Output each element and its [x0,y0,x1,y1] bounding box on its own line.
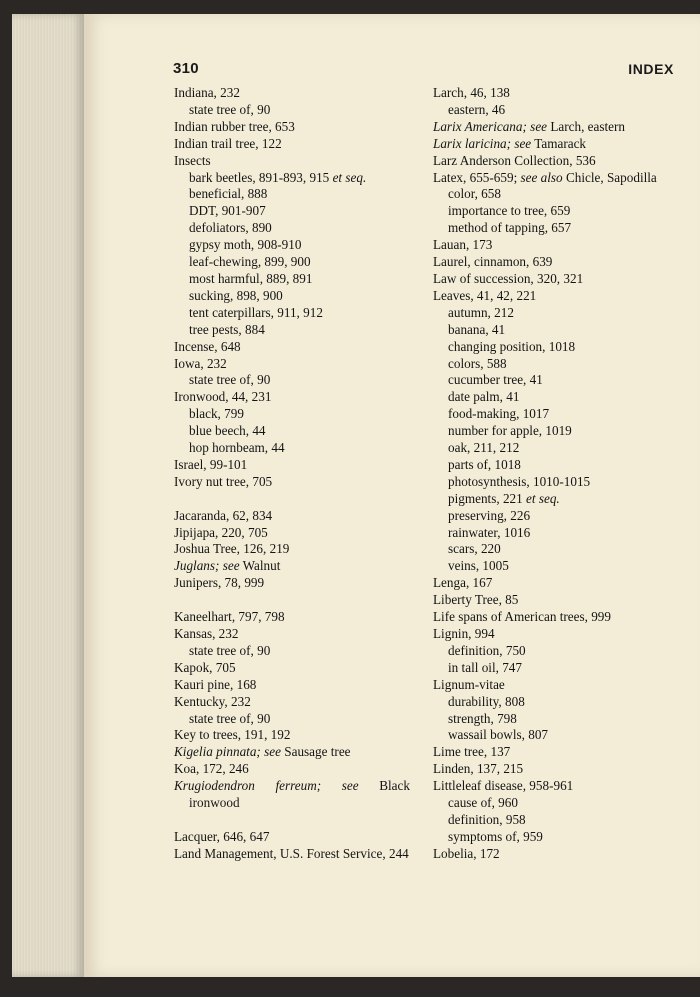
index-entry [433,677,675,694]
index-subentry [433,356,675,373]
index-subentry [433,491,675,508]
entry-text: durability, 808 [448,693,525,709]
index-entry [174,389,410,406]
index-subentry [433,322,675,339]
index-subentry [433,474,675,491]
entry-text: Land Management, U.S. Forest Service, 244 [174,845,409,861]
entry-text: Lauan, 173 [433,237,493,253]
index-subentry [174,643,410,660]
italic-text: Larix Americana; see [433,118,548,134]
index-subentry [433,829,675,846]
entry-text: Liberty Tree, 85 [433,592,519,608]
index-subentry [433,203,675,220]
entry-text: Latex, 655-659; [433,169,521,185]
entry-text: Kaneelhart, 797, 798 [174,609,285,625]
index-entry [174,677,410,694]
index-entry [433,136,675,153]
entry-text: defoliators, 890 [189,220,272,236]
entry-text: Jacaranda, 62, 834 [174,507,273,523]
index-entry [174,846,410,863]
italic-text: et seq. [332,169,367,185]
index-subentry [433,102,675,119]
entry-text: Indian rubber tree, 653 [174,118,295,134]
italic-text: see also [520,169,563,185]
index-subentry [174,254,410,271]
entry-text: Joshua Tree, 126, 219 [174,541,290,557]
index-entry [174,356,410,373]
index-entry [174,660,410,677]
entry-text: Junipers, 78, 999 [174,575,265,591]
entry-text: oak, 211, 212 [448,440,520,456]
index-entry [433,609,675,626]
entry-text: colors, 588 [448,355,507,371]
index-subentry [433,372,675,389]
index-entry [174,119,410,136]
entry-text: tree pests, 884 [189,321,265,337]
entry-text: gypsy moth, 908-910 [189,237,302,253]
entry-text: leaf-chewing, 899, 900 [189,254,311,270]
index-subentry [174,305,410,322]
entry-text: Ivory nut tree, 705 [174,473,273,489]
index-entry [174,727,410,744]
entry-text: Larch, 46, 138 [433,85,510,100]
index-entry [174,778,410,812]
index-entry [174,136,410,153]
index-entry [174,575,410,592]
index-subentry [174,237,410,254]
entry-text: Kentucky, 232 [174,693,251,709]
index-entry [433,761,675,778]
index-subentry [433,389,675,406]
index-subentry [433,508,675,525]
entry-text: parts of, 1018 [448,456,521,472]
index-subentry [433,220,675,237]
entry-text: Incense, 648 [174,338,241,354]
index-entry [433,744,675,761]
index-entry [433,575,675,592]
entry-text: autumn, 212 [448,304,514,320]
index-subentry [174,423,410,440]
entry-text: Sausage tree [280,744,351,760]
index-subentry [433,339,675,356]
index-subentry [433,727,675,744]
italic-text: Kigelia pinnata; see [174,744,281,760]
entry-text: scars, 220 [448,541,501,557]
index-entry [174,153,410,170]
index-subentry [174,220,410,237]
index-entry [433,85,675,102]
italic-text: Krugiodendron ferreum; see [174,778,359,794]
entry-text: changing position, 1018 [448,338,576,354]
entry-text: Lacquer, 646, 647 [174,828,270,844]
entry-text: Indiana, 232 [174,85,240,100]
entry-text: Lignin, 994 [433,626,495,641]
index-subentry [433,440,675,457]
index-entry [174,829,410,846]
index-entry [433,170,675,187]
entry-text: eastern, 46 [448,101,506,117]
running-header: INDEX [628,61,674,77]
index-entry [433,119,675,136]
entry-text: Lobelia, 172 [433,845,500,861]
index-subentry [174,440,410,457]
index-entry [174,85,410,102]
entry-text: Larz Anderson Collection, 536 [433,152,596,168]
entry-text: Kapok, 705 [174,659,236,675]
entry-text: definition, 750 [448,642,526,658]
entry-text: definition, 958 [448,811,526,827]
index-subentry [174,170,410,187]
entry-text: state tree of, 90 [189,372,271,388]
index-subentry [174,288,410,305]
entry-text: beneficial, 888 [189,186,268,202]
entry-text: Larch, eastern [547,118,626,134]
page-number: 310 [173,60,199,77]
page-edges [12,14,84,977]
entry-text: Israel, 99-101 [174,456,248,472]
entry-text: Walnut [239,558,281,574]
index-subentry [433,541,675,558]
index-entry [433,626,675,643]
entry-text: color, 658 [448,186,501,202]
entry-text: state tree of, 90 [189,710,271,726]
entry-text: Koa, 172, 246 [174,761,249,777]
index-subentry [433,795,675,812]
index-subentry [174,271,410,288]
entry-text: veins, 1005 [448,558,509,574]
index-entry [433,254,675,271]
entry-text: Tamarack [531,135,587,151]
entry-text: Black ironwood [189,778,410,811]
index-subentry [433,406,675,423]
entry-text: cause of, 960 [448,795,518,811]
index-subentry [174,372,410,389]
index-subentry [433,186,675,203]
index-subentry [433,305,675,322]
entry-text: Ironwood, 44, 231 [174,389,272,405]
index-entry [174,508,410,525]
index-entry [433,237,675,254]
entry-text: Indian trail tree, 122 [174,135,282,151]
index-subentry [433,711,675,728]
entry-text: black, 799 [189,406,244,422]
index-subentry [433,423,675,440]
entry-text: Littleleaf disease, 958-961 [433,778,574,794]
entry-text: Kansas, 232 [174,625,239,641]
index-subentry [174,406,410,423]
entry-text: blue beech, 44 [189,423,266,439]
index-entry [174,457,410,474]
entry-text: tent caterpillars, 911, 912 [189,304,323,320]
index-entry [174,525,410,542]
entry-text: Life spans of American trees, 999 [433,609,611,625]
index-entry [433,778,675,795]
entry-text: photosynthesis, 1010-1015 [448,473,591,489]
entry-text: Lenga, 167 [433,575,493,591]
index-subentry [174,711,410,728]
index-entry [174,609,410,626]
index-entry [433,592,675,609]
entry-text: Chicle, Sapodilla [562,169,657,185]
index-entry [433,153,675,170]
index-entry [433,271,675,288]
entry-text: Iowa, 232 [174,355,227,371]
entry-text: Lime tree, 137 [433,744,511,760]
entry-text: importance to tree, 659 [448,203,571,219]
entry-text: Linden, 137, 215 [433,761,524,777]
entry-text: banana, 41 [448,321,506,337]
index-column-left [174,85,410,863]
entry-text: preserving, 226 [448,507,531,523]
index-subentry [174,102,410,119]
index-subentry [174,203,410,220]
entry-text: DDT, 901-907 [189,203,266,219]
entry-text: most harmful, 889, 891 [189,270,313,286]
entry-text: bark beetles, 891-893, 915 [189,169,333,185]
index-entry [174,558,410,575]
italic-text: Juglans; see [174,558,240,574]
entry-text: state tree of, 90 [189,101,271,117]
entry-text: method of tapping, 657 [448,220,572,236]
index-subentry [433,660,675,677]
entry-text: Kauri pine, 168 [174,676,257,692]
index-subentry [433,558,675,575]
entry-text: symptoms of, 959 [448,828,543,844]
entry-text: rainwater, 1016 [448,524,531,540]
entry-text: Insects [174,152,211,168]
index-entry [174,744,410,761]
entry-text: Leaves, 41, 42, 221 [433,287,537,303]
entry-text: Key to trees, 191, 192 [174,727,291,743]
entry-text: strength, 798 [448,710,517,726]
entry-text: Laurel, cinnamon, 639 [433,254,553,270]
index-subentry [433,643,675,660]
entry-text: food-making, 1017 [448,406,550,422]
index-subentry [433,694,675,711]
entry-text: state tree of, 90 [189,642,271,658]
index-subentry [433,812,675,829]
index-column-right [433,85,675,863]
index-entry [174,626,410,643]
index-entry [174,541,410,558]
index-entry [433,288,675,305]
entry-text: wassail bowls, 807 [448,727,549,743]
index-entry [433,846,675,863]
index-subentry [433,525,675,542]
index-entry [174,474,410,491]
entry-text: Jipijapa, 220, 705 [174,524,268,540]
entry-text: Lignum-vitae [433,676,505,692]
entry-text: in tall oil, 747 [448,659,522,675]
index-entry [174,694,410,711]
italic-text: et seq. [526,490,560,506]
entry-text: cucumber tree, 41 [448,372,543,388]
entry-text: hop hornbeam, 44 [189,440,285,456]
background-strip [0,977,700,997]
index-subentry [174,322,410,339]
entry-text: Law of succession, 320, 321 [433,270,584,286]
entry-text: number for apple, 1019 [448,423,572,439]
entry-text: sucking, 898, 900 [189,287,283,303]
index-subentry [174,186,410,203]
entry-text: pigments, 221 [448,490,527,506]
entry-text: date palm, 41 [448,389,520,405]
index-entry [174,339,410,356]
italic-text: Larix laricina; see [433,135,532,151]
index-subentry [433,457,675,474]
index-entry [174,761,410,778]
